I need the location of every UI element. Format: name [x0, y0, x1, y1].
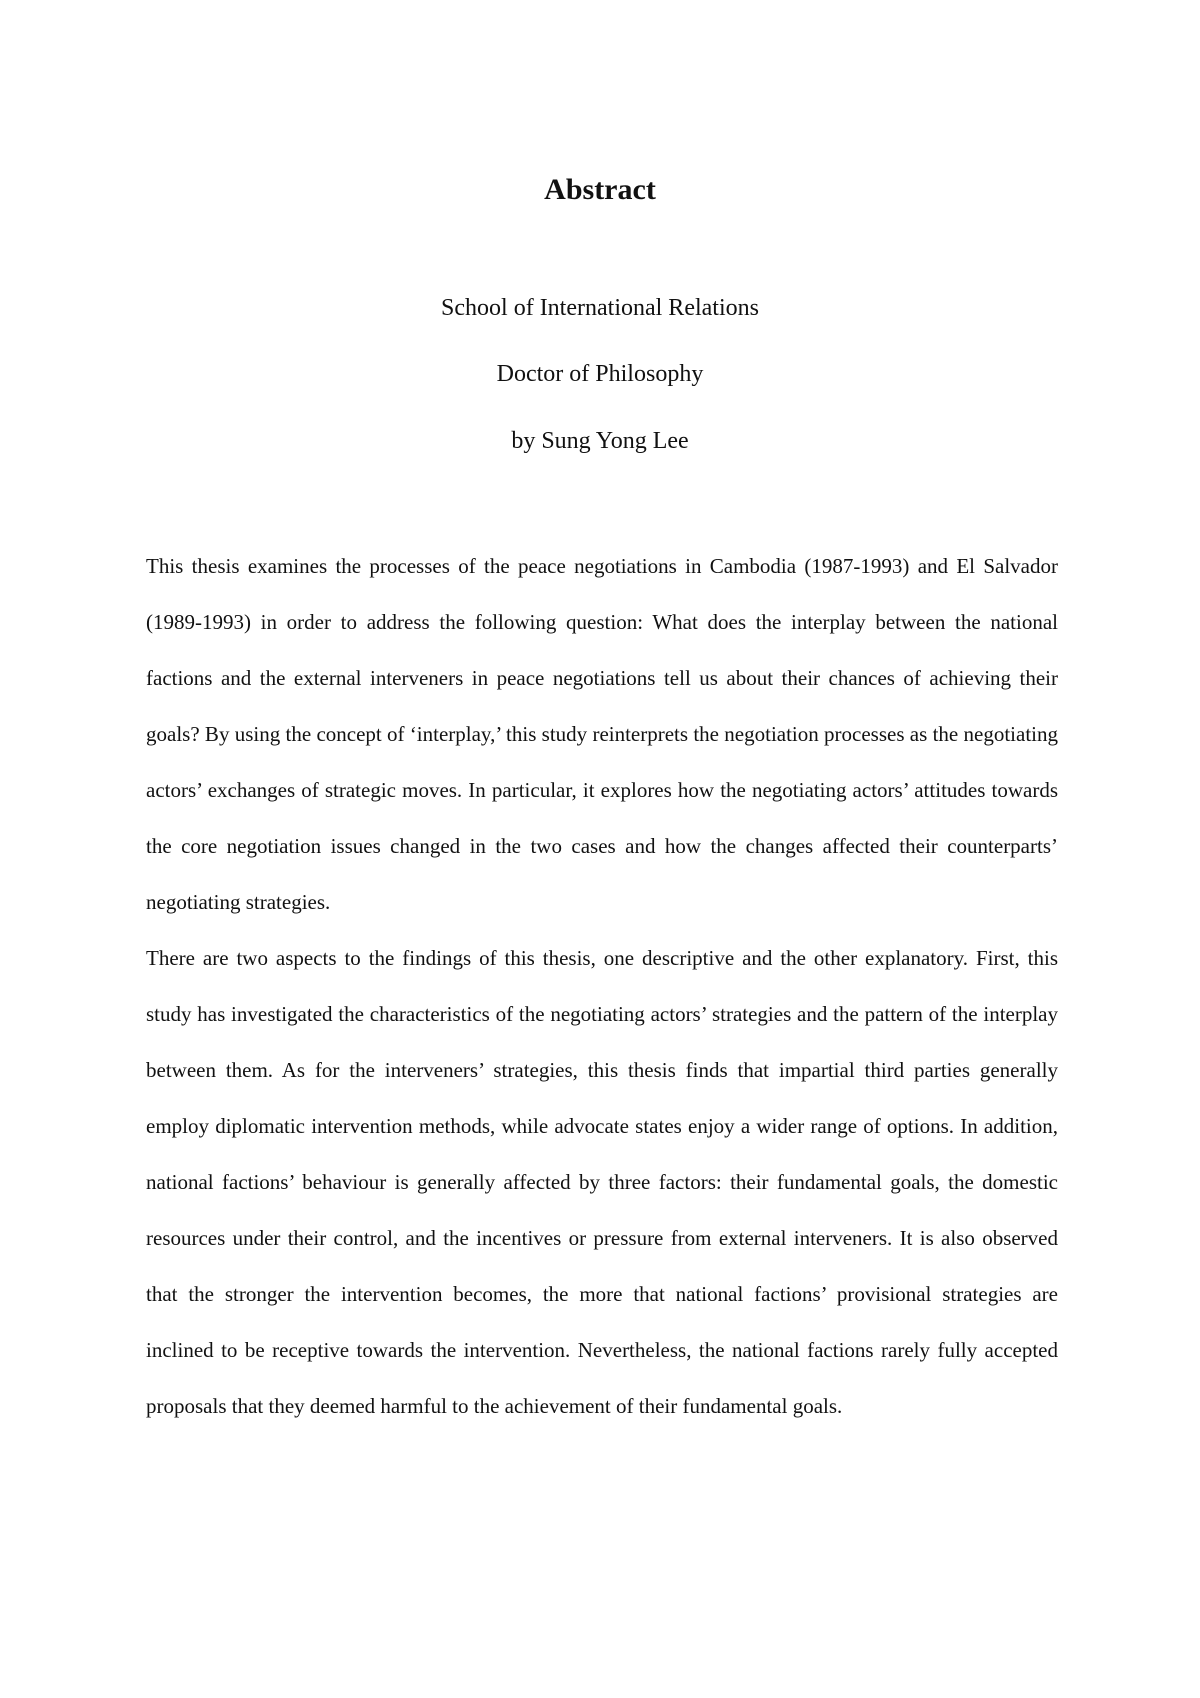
school-name: School of International Relations [441, 295, 759, 321]
page-title: Abstract [544, 173, 656, 206]
abstract-paragraph-1: This thesis examines the processes of the peace negotiations in Cambodia (1987-1993) and El Salvador (1989-1993) in order to address the following question: What does the interplay between the national factions and the external interveners in peace negotiations tell us about their chances of achieving their goals? By using the concept of ‘interplay,’ this study reinterprets the negotiation processes as the negotiating actors’ exchanges of strategic moves. In particular, it explores how the negotiating actors’ attitudes towards the core negotiation issues changed in the two cases and how the changes affected their counterparts’ negotiating strategies. [146, 554, 1058, 914]
abstract-body [146, 538, 1058, 1434]
author-name: by Sung Yong Lee [511, 428, 689, 454]
abstract-paragraph-2: There are two aspects to the findings of this thesis, one descriptive and the other explanatory. First, this study has investigated the characteristics of the negotiating actors’ strategies and the pattern of the interplay between them. As for the interveners’ strategies, this thesis finds that impartial third parties generally employ diplomatic intervention methods, while advocate states enjoy a wider range of options. In addition, national factions’ behaviour is generally affected by three factors: their fundamental goals, the domestic resources under their control, and the incentives or pressure from external interveners. It is also observed that the stronger the intervention becomes, the more that national factions’ provisional strategies are inclined to be receptive towards the intervention. Nevertheless, the national factions rarely fully accepted proposals that they deemed harmful to the achievement of their fundamental goals. [146, 946, 1058, 1418]
degree-name: Doctor of Philosophy [496, 361, 704, 387]
